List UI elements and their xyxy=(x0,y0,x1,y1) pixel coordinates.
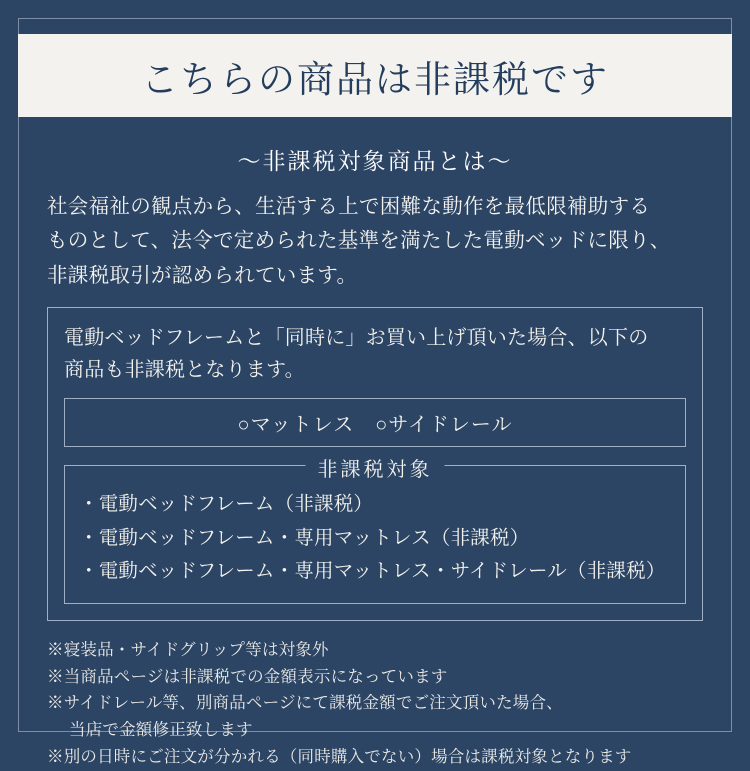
box-lead-line-2: 商品も非課税となります。 xyxy=(64,359,305,382)
exempt-details-box xyxy=(47,307,703,621)
outer-frame xyxy=(18,18,732,766)
intro-paragraph xyxy=(47,190,703,293)
list-item: ・電動ベッドフレーム・専用マットレス・サイドレール（非課税） xyxy=(79,561,666,583)
exempt-target-list xyxy=(79,488,671,589)
exempt-target-legend: 非課税対象 xyxy=(306,453,445,482)
exempt-target-group xyxy=(64,459,686,604)
header-band xyxy=(18,34,732,117)
note-item: ※サイドレール等、別商品ページにて課税金額でご注文頂いた場合、 xyxy=(47,693,563,713)
section-subtitle: ～非課税対象商品とは～ xyxy=(237,149,513,174)
box-lead-line-1: 電動ベッドフレームと「同時に」お買い上げ頂いた場合、以下の xyxy=(64,327,649,350)
note-item: ※別の日時にご注文が分かれる（同時購入でない）場合は課税対象となります xyxy=(47,746,632,766)
eligible-items-row: ○マットレス ○サイドレール xyxy=(64,398,686,447)
content-area xyxy=(19,127,731,766)
note-item: ※当商品ページは非課税での金額表示になっています xyxy=(47,666,448,686)
intro-line-1: 社会福祉の観点から、生活する上で困難な動作を最低限補助する xyxy=(47,196,651,218)
box-lead-text xyxy=(64,322,686,386)
note-item-continuation: 当店で金額修正致します xyxy=(69,720,253,740)
page-title: こちらの商品は非課税です xyxy=(141,59,609,101)
notes-list xyxy=(47,637,703,771)
list-item: ・電動ベッドフレーム（非課税） xyxy=(79,494,374,516)
list-item: ・電動ベッドフレーム・専用マットレス（非課税） xyxy=(79,527,530,549)
note-item: ※寝装品・サイドグリップ等は対象外 xyxy=(47,639,329,659)
intro-line-3: 非課税取引が認められています。 xyxy=(47,264,358,287)
intro-line-2: ものとして、法令で定められた基準を満たした電動ベッドに限り、 xyxy=(47,230,671,253)
